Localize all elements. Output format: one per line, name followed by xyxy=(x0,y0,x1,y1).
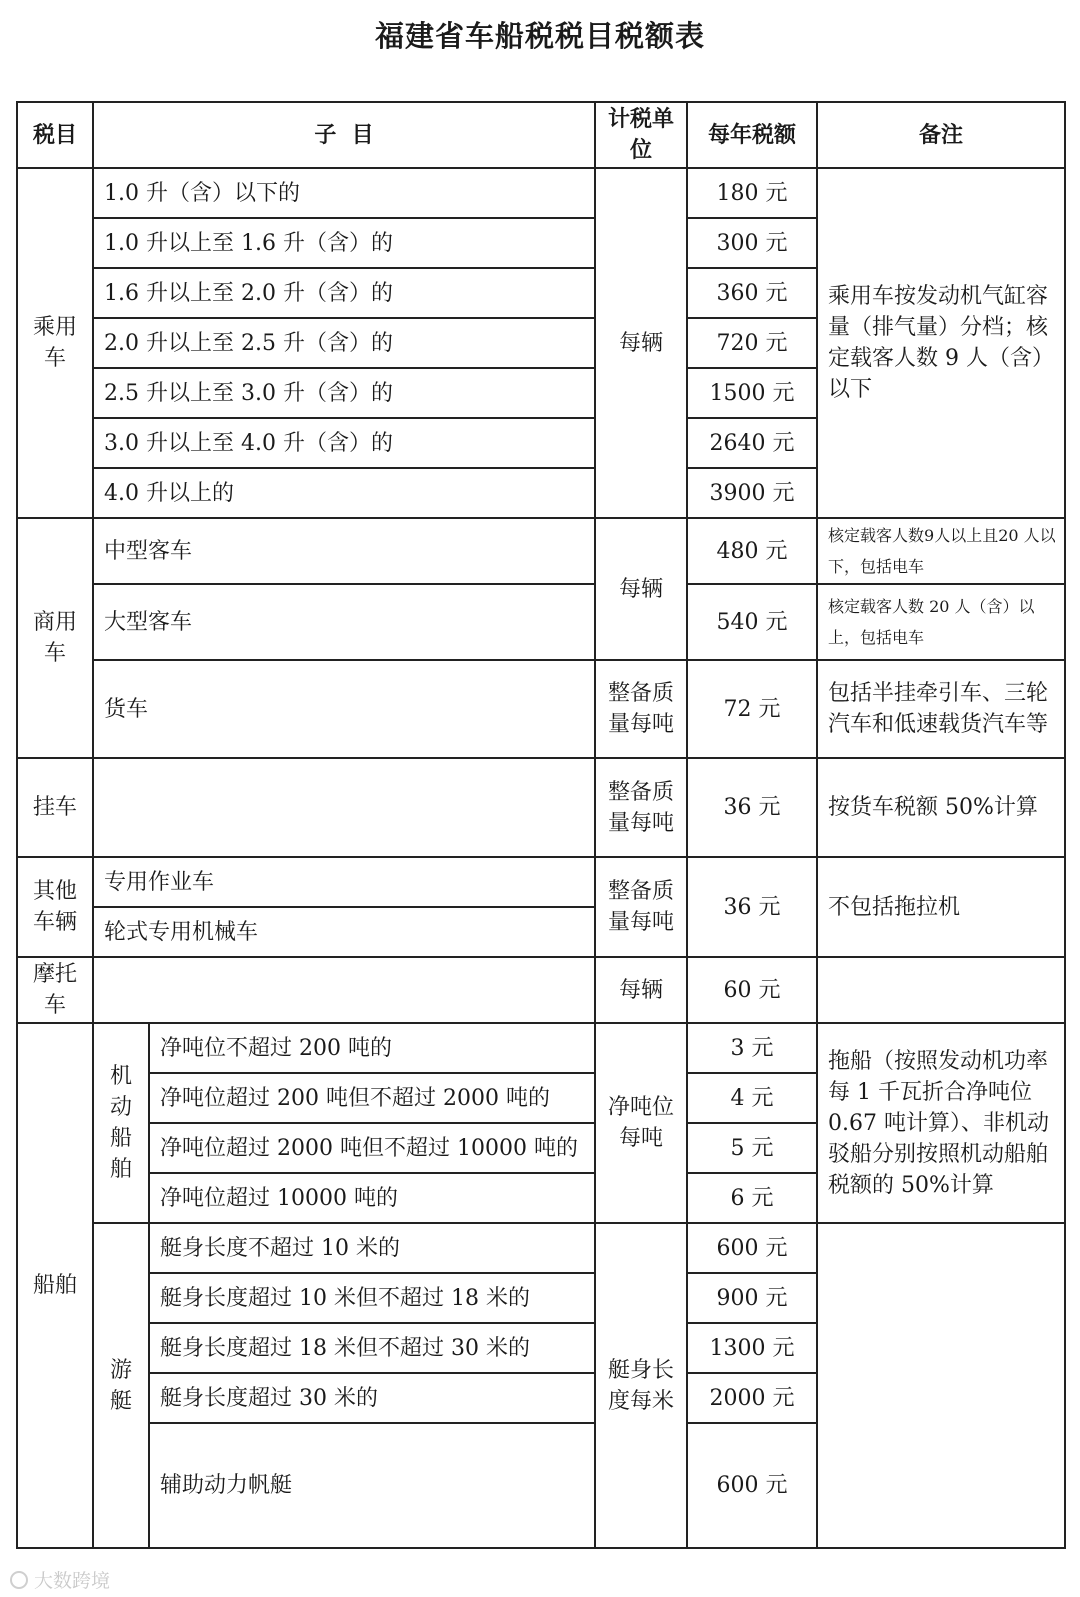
page-title: 福建省车船税税目税额表 xyxy=(374,19,705,53)
subcategory-yacht: 游艇 xyxy=(93,1223,149,1548)
item-cell: 艇身长度超过 18 米但不超过 30 米的 xyxy=(149,1323,595,1373)
header-item: 子 目 xyxy=(93,102,595,168)
watermark-text: 大数跨境 xyxy=(34,1570,111,1592)
item-cell-empty xyxy=(93,758,595,857)
category-trailer: 挂车 xyxy=(17,758,93,857)
header-row xyxy=(17,102,1065,168)
item-cell: 艇身长度超过 10 米但不超过 18 米的 xyxy=(149,1273,595,1323)
item-cell: 3.0 升以上至 4.0 升（含）的 xyxy=(93,418,595,468)
item-cell: 1.0 升（含）以下的 xyxy=(93,168,595,218)
amount-cell: 3900 元 xyxy=(687,468,817,518)
unit-cell: 每辆 xyxy=(595,957,687,1023)
header-category: 税目 xyxy=(17,102,93,168)
amount-cell: 2640 元 xyxy=(687,418,817,468)
amount-cell: 36 元 xyxy=(687,758,817,857)
item-cell: 净吨位超过 2000 吨但不超过 10000 吨的 xyxy=(149,1123,595,1173)
amount-cell: 2000 元 xyxy=(687,1373,817,1423)
note-cell: 核定载客人数 20 人（含）以上，包括电车 xyxy=(817,584,1065,660)
item-cell: 轮式专用机械车 xyxy=(93,907,595,957)
category-motorcycle: 摩托车 xyxy=(17,957,93,1023)
amount-cell: 1300 元 xyxy=(687,1323,817,1373)
category-vessel: 船舶 xyxy=(17,1023,93,1548)
table-row xyxy=(17,957,1065,1023)
table-row xyxy=(17,1023,1065,1073)
watermark xyxy=(10,1566,110,1593)
note-cell: 按货车税额 50%计算 xyxy=(817,758,1065,857)
amount-cell: 60 元 xyxy=(687,957,817,1023)
table-row xyxy=(17,584,1065,660)
amount-cell: 180 元 xyxy=(687,168,817,218)
amount-cell: 1500 元 xyxy=(687,368,817,418)
unit-cell: 艇身长度每米 xyxy=(595,1223,687,1548)
item-cell: 中型客车 xyxy=(93,518,595,584)
amount-cell: 3 元 xyxy=(687,1023,817,1073)
unit-cell: 整备质量每吨 xyxy=(595,758,687,857)
amount-cell: 4 元 xyxy=(687,1073,817,1123)
header-unit: 计税单位 xyxy=(595,102,687,168)
unit-cell: 整备质量每吨 xyxy=(595,857,687,957)
amount-cell: 360 元 xyxy=(687,268,817,318)
amount-cell: 720 元 xyxy=(687,318,817,368)
note-cell-empty xyxy=(817,1223,1065,1548)
item-cell: 2.5 升以上至 3.0 升（含）的 xyxy=(93,368,595,418)
unit-cell: 每辆 xyxy=(595,168,687,518)
unit-cell: 整备质量每吨 xyxy=(595,660,687,758)
note-cell: 不包括拖拉机 xyxy=(817,857,1065,957)
header-note: 备注 xyxy=(817,102,1065,168)
amount-cell: 900 元 xyxy=(687,1273,817,1323)
amount-cell: 600 元 xyxy=(687,1423,817,1548)
amount-cell: 72 元 xyxy=(687,660,817,758)
amount-cell: 480 元 xyxy=(687,518,817,584)
amount-cell: 300 元 xyxy=(687,218,817,268)
table-row xyxy=(17,758,1065,857)
item-cell: 2.0 升以上至 2.5 升（含）的 xyxy=(93,318,595,368)
tax-table xyxy=(16,101,1066,1549)
item-cell: 净吨位超过 10000 吨的 xyxy=(149,1173,595,1223)
table-row xyxy=(17,1223,1065,1273)
category-passenger: 乘用车 xyxy=(17,168,93,518)
subcategory-motor-vessel: 机动船舶 xyxy=(93,1023,149,1223)
watermark-logo-icon xyxy=(10,1571,28,1589)
item-cell: 艇身长度不超过 10 米的 xyxy=(149,1223,595,1273)
note-cell: 核定载客人数9人以上且20 人以下，包括电车 xyxy=(817,518,1065,584)
unit-cell: 每辆 xyxy=(595,518,687,660)
item-cell: 辅助动力帆艇 xyxy=(149,1423,595,1548)
item-cell: 大型客车 xyxy=(93,584,595,660)
item-cell: 4.0 升以上的 xyxy=(93,468,595,518)
category-commercial: 商用车 xyxy=(17,518,93,758)
note-cell-empty xyxy=(817,957,1065,1023)
item-cell: 货车 xyxy=(93,660,595,758)
item-cell: 1.0 升以上至 1.6 升（含）的 xyxy=(93,218,595,268)
item-cell: 净吨位超过 200 吨但不超过 2000 吨的 xyxy=(149,1073,595,1123)
amount-cell: 5 元 xyxy=(687,1123,817,1173)
amount-cell: 6 元 xyxy=(687,1173,817,1223)
item-cell-empty xyxy=(93,957,595,1023)
header-amount: 每年税额 xyxy=(687,102,817,168)
amount-cell: 600 元 xyxy=(687,1223,817,1273)
amount-cell: 540 元 xyxy=(687,584,817,660)
table-row xyxy=(17,660,1065,758)
table-row xyxy=(17,857,1065,907)
unit-cell: 净吨位每吨 xyxy=(595,1023,687,1223)
table-row xyxy=(17,168,1065,218)
item-cell: 净吨位不超过 200 吨的 xyxy=(149,1023,595,1073)
category-other: 其他车辆 xyxy=(17,857,93,957)
note-cell: 拖船（按照发动机功率每 1 千瓦折合净吨位 0.67 吨计算）、非机动驳船分别按照机动船舶税额的 50%计算 xyxy=(817,1023,1065,1223)
note-cell: 乘用车按发动机气缸容量（排气量）分档；核定载客人数 9 人（含）以下 xyxy=(817,168,1065,518)
item-cell: 艇身长度超过 30 米的 xyxy=(149,1373,595,1423)
table-row xyxy=(17,518,1065,584)
item-cell: 专用作业车 xyxy=(93,857,595,907)
item-cell: 1.6 升以上至 2.0 升（含）的 xyxy=(93,268,595,318)
note-cell: 包括半挂牵引车、三轮汽车和低速载货汽车等 xyxy=(817,660,1065,758)
amount-cell: 36 元 xyxy=(687,857,817,957)
